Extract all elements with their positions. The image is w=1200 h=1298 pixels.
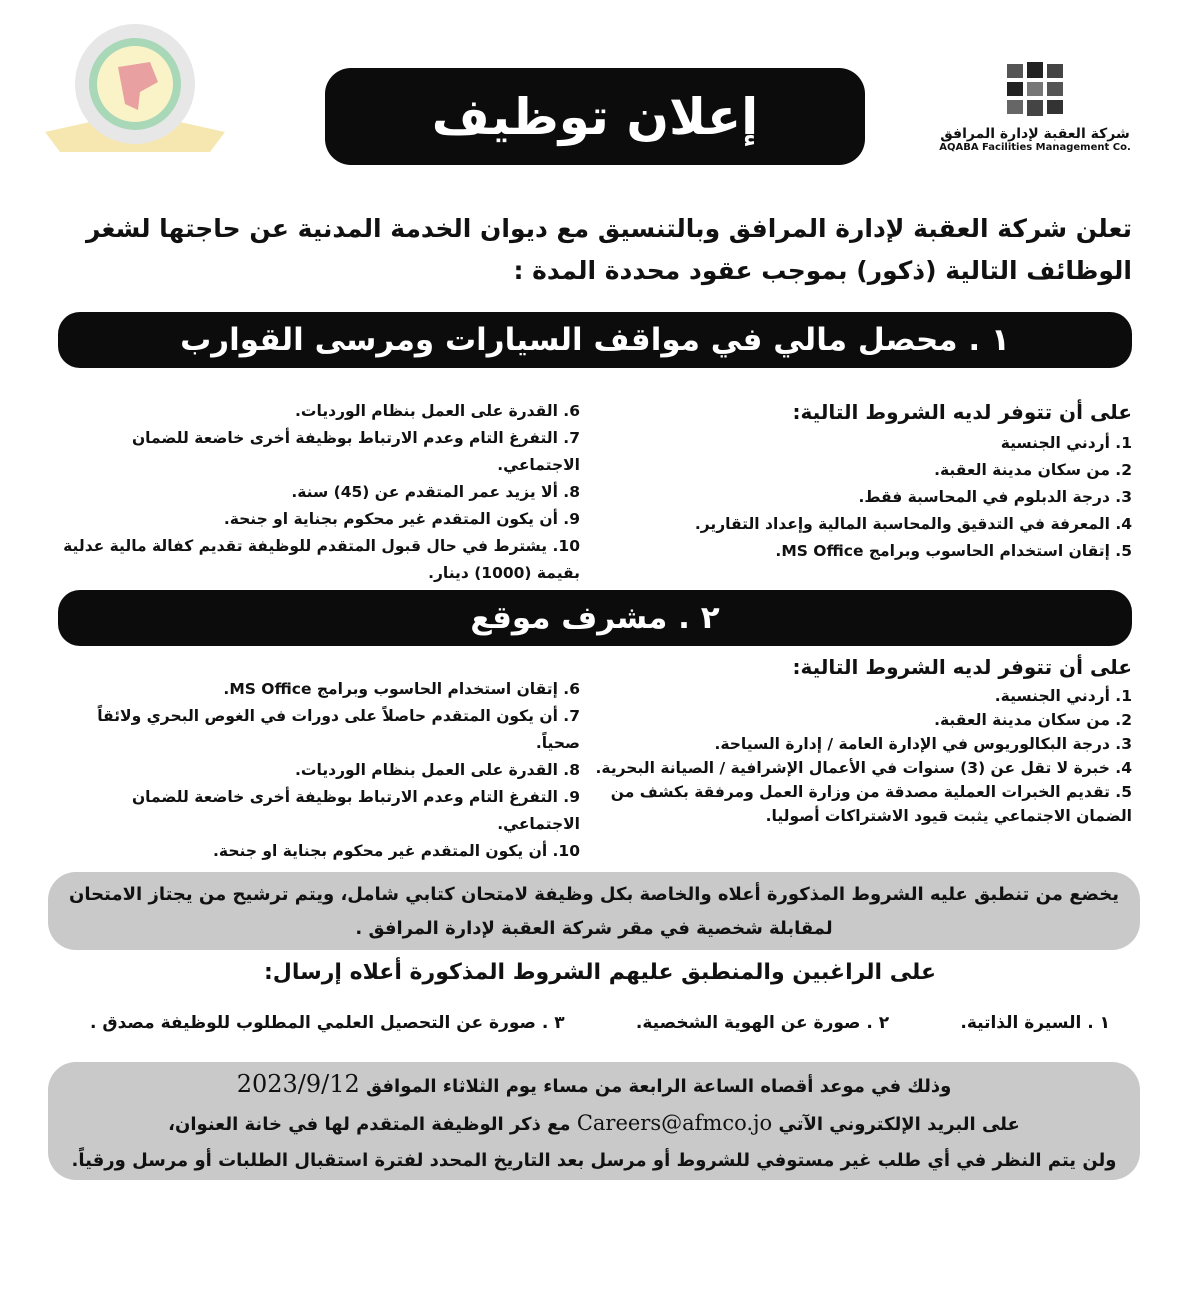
document-item: ٣ . صورة عن التحصيل العلمي المطلوب للوظيفة مصدق .	[90, 1013, 565, 1033]
deadline-box	[48, 1062, 1140, 1180]
email-link[interactable]: Careers@afmco.jo	[576, 1111, 773, 1135]
company-name-en: AQABA Facilities Management Co.	[939, 142, 1131, 153]
announcement-title: إعلان توظيف	[325, 68, 865, 165]
job-1-conditions-right	[600, 396, 1132, 565]
company-name-ar: شركة العقبة لإدارة المرافق	[940, 126, 1130, 142]
condition-item: 5. إتقان استخدام الحاسوب وبرامج MS Office.	[775, 542, 1132, 560]
conditions-heading: على أن تتوفر لديه الشروط التالية:	[792, 655, 1132, 679]
condition-item: 5. تقديم الخبرات العملية مصدقة من وزارة العمل ومرفقة بكشف من الضمان الاجتماعي يثبت قيود الاشتراكات أصوليا.	[610, 783, 1132, 825]
job-1-title: ١ . محصل مالي في مواقف السيارات ومرسى القوارب	[58, 312, 1132, 368]
company-logo	[930, 62, 1140, 172]
document-item: ١ . السيرة الذاتية.	[960, 1013, 1110, 1033]
condition-item: 8. ألا يزيد عمر المتقدم عن (45) سنة.	[291, 483, 580, 501]
condition-item: 2. من سكان مدينة العقبة.	[934, 711, 1132, 729]
required-documents	[90, 1013, 1110, 1033]
exam-note: يخضع من تنطبق عليه الشروط المذكورة أعلاه والخاصة بكل وظيفة لامتحان كتابي شامل، ويتم ترشيح من يجتاز الامتحان لمقابلة شخصية في مقر شركة العقبة لإدارة المرافق .	[48, 872, 1140, 950]
condition-item: 3. درجة الدبلوم في المحاسبة فقط.	[858, 488, 1132, 506]
condition-item: 7. أن يكون المتقدم حاصلاً على دورات في الغوص البحري ولائقاً صحياً.	[97, 707, 580, 752]
condition-item: 4. خبرة لا تقل عن (3) سنوات في الأعمال الإشرافية / الصيانة البحرية.	[595, 759, 1132, 777]
condition-item: 1. أردني الجنسية.	[994, 687, 1132, 705]
document-item: ٢ . صورة عن الهوية الشخصية.	[635, 1013, 890, 1033]
conditions-heading: على أن تتوفر لديه الشروط التالية:	[792, 400, 1132, 424]
condition-item: 6. إتقان استخدام الحاسوب وبرامج MS Office.	[223, 680, 580, 698]
condition-item: 3. درجة البكالوريوس في الإدارة العامة / إدارة السياحة.	[714, 735, 1132, 753]
job-2-title: ٢ . مشرف موقع	[58, 590, 1132, 646]
condition-item: 9. أن يكون المتقدم غير محكوم بجناية او جنحة.	[223, 510, 580, 528]
condition-item: 2. من سكان مدينة العقبة.	[934, 461, 1132, 479]
send-heading: على الراغبين والمنطبق عليهم الشروط المذكورة أعلاه إرسال:	[263, 960, 937, 985]
email-note: مع ذكر الوظيفة المتقدم لها في خانة العنوان،	[168, 1114, 571, 1135]
condition-item: 9. التفرغ التام وعدم الارتباط بوظيفة أخرى خاضعة للضمان الاجتماعي.	[131, 788, 580, 833]
condition-item: 10. يشترط في حال قبول المتقدم للوظيفة تقديم كفالة مالية عدلية بقيمة (1000) دينار.	[63, 537, 580, 582]
company-logo-icon	[1005, 62, 1065, 118]
condition-item: 4. المعرفة في التدقيق والمحاسبة المالية وإعداد التقارير.	[694, 515, 1132, 533]
condition-item: 7. التفرغ التام وعدم الارتباط بوظيفة أخرى خاضعة للضمان الاجتماعي.	[131, 429, 580, 474]
job-2-conditions-left	[58, 676, 580, 865]
job-2-conditions-right	[590, 652, 1132, 828]
condition-item: 1. أردني الجنسية	[1000, 434, 1132, 452]
job-1-conditions-left	[58, 398, 580, 587]
seal-emblem-icon	[40, 22, 230, 172]
late-applications-note: ولن يتم النظر في أي طلب غير مستوفي للشروط أو مرسل بعد التاريخ المحدد لفترة استقبال الطلبات أو مرسل ورقياً.	[71, 1150, 1117, 1171]
civil-service-bureau-seal	[40, 22, 230, 172]
condition-item: 8. القدرة على العمل بنظام الورديات.	[295, 761, 580, 779]
intro-text: تعلن شركة العقبة لإدارة المرافق وبالتنسيق مع ديوان الخدمة المدنية عن حاجتها لشغر الوظائف التالية (ذكور) بموجب عقود محددة المدة :	[85, 214, 1132, 285]
condition-item: 10. أن يكون المتقدم غير محكوم بجناية او جنحة.	[213, 842, 580, 860]
deadline-date: 2023/9/12	[236, 1070, 360, 1098]
deadline-text: وذلك في موعد أقصاه الساعة الرابعة من مساء يوم الثلاثاء الموافق	[366, 1076, 952, 1097]
condition-item: 6. القدرة على العمل بنظام الورديات.	[295, 402, 580, 420]
email-label: على البريد الإلكتروني الآتي	[778, 1114, 1020, 1135]
